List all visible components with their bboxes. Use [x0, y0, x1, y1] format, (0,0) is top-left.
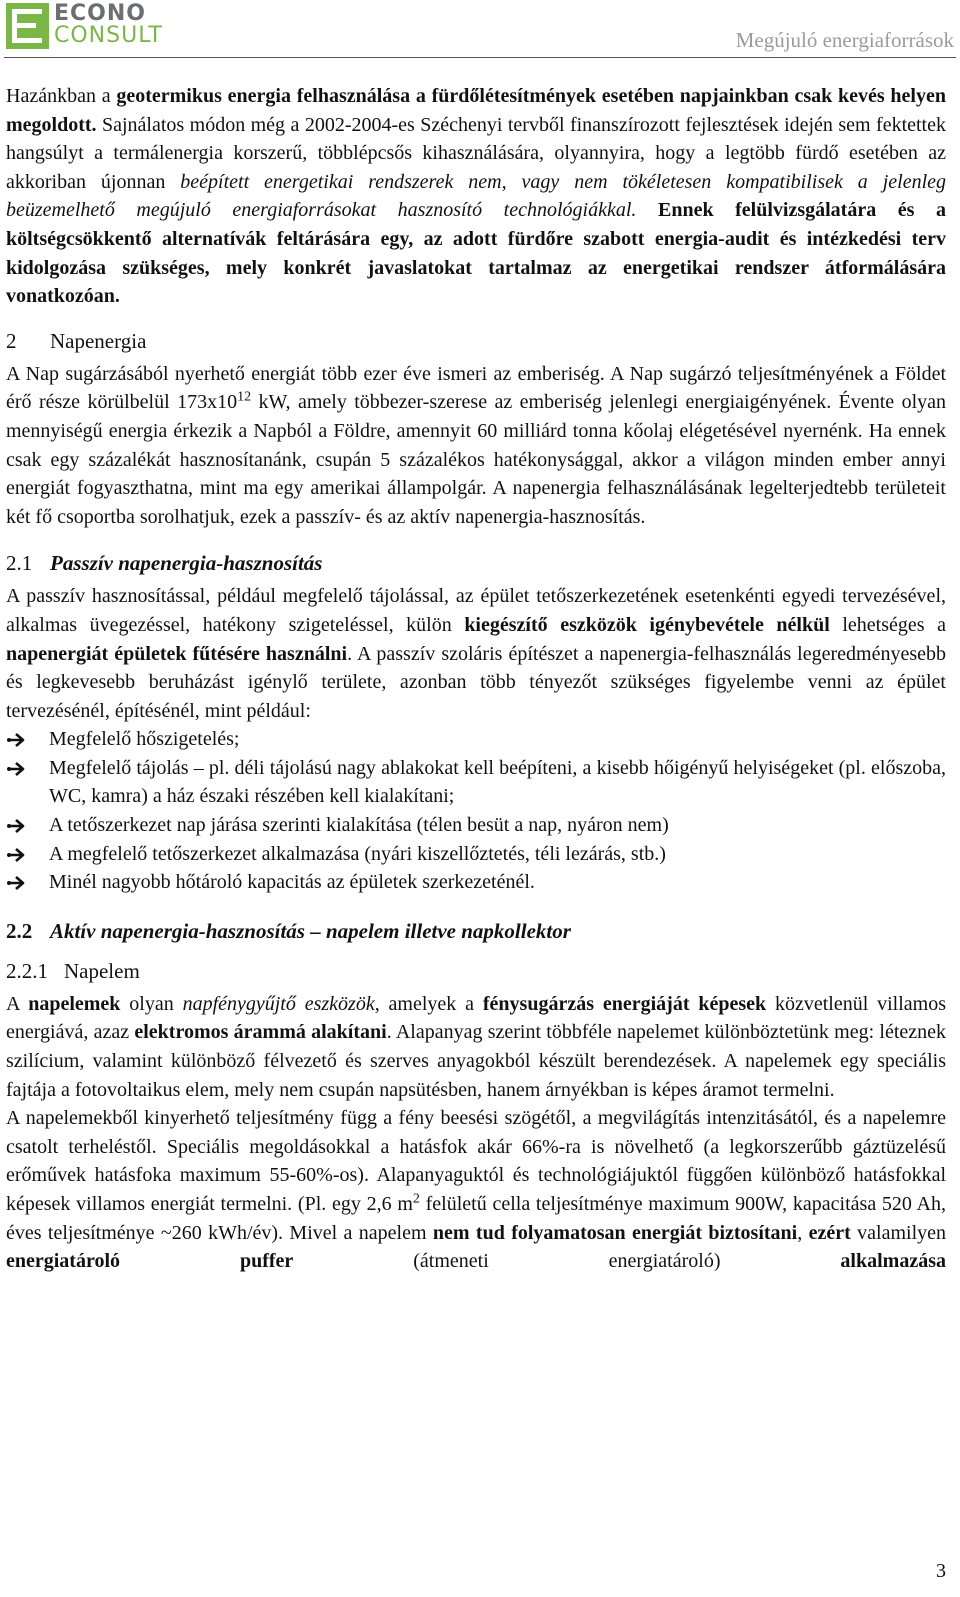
p1-text-g: közvetlenül villamos energiává, azaz: [6, 992, 947, 1044]
napelem-paragraph-1: [6, 990, 946, 1104]
econo-consult-logo-icon: [6, 3, 49, 49]
s21-bold-d: napenergiát épületek fűtésére használni: [6, 642, 348, 665]
p1-bold-f: fénysugárzás energiáját képesek: [482, 992, 767, 1015]
p2-bold-g: energiatároló puffer: [6, 1250, 294, 1273]
p2-exponent: 2: [412, 1191, 420, 1207]
arrow-right-icon: [6, 874, 28, 892]
p1-italic-d: napfénygyűjtő eszközök: [182, 992, 375, 1015]
list-item-text: Megfelelő hőszigetelés;: [49, 728, 240, 751]
napelem-paragraph-2: [6, 1104, 946, 1276]
p1-bold-b: napelemek: [28, 992, 121, 1015]
section-2-title: Napenergia: [50, 328, 147, 353]
s21-text-a: A passzív hasznosítással, például megfelelő tájolással, az épület tetőszerkezetének esetenkénti egyedi tervezésével, alkalmas üvegezéssel, hatékony szigeteléssel, külön: [6, 585, 946, 636]
list-item: [6, 840, 946, 869]
p2-text-h: (átmeneti energiatároló): [293, 1250, 841, 1273]
section-2-paragraph: [6, 360, 946, 532]
p2-bold-c: nem tud folyamatosan energiát biztosítani: [432, 1221, 798, 1244]
passive-factors-list: [6, 725, 946, 897]
section-2-number: 2: [6, 328, 17, 353]
section-2-1-number: 2.1: [6, 551, 33, 576]
intro-italic-1: beépített energetikai rendszerek nem, vagy nem tökéletesen kompatibilisek a jelenleg beüzemelhető megújuló energiaforrásokat hasznosító technológiákkal.: [6, 170, 947, 222]
s21-text-e: . A passzív szoláris építészet a napenergia-felhasználás legeredményesebb és legkevesebb beruházást igénylő területe, azonban több tényezőt szükséges figyelembe venni az épület tervezésénél, építésénél, mint például:: [6, 642, 946, 722]
list-item-text: A megfelelő tetőszerkezet alkalmazása (nyári kiszellőztetés, téli lezárás, stb.): [49, 842, 666, 865]
arrow-right-icon: [6, 846, 28, 864]
logo-text: [54, 3, 163, 47]
list-item: [6, 811, 946, 840]
section-2-text-b: kW, amely többezer-szerese az emberiség jelenlegi energiaigényének. Évente olyan mennyiségű energia érkezik a Napból a Földre, amennyit 60 milliárd tonna kőolaj elégetésével nyernénk. Ha ennek csak egy százalékát hasznosítanánk, csupán 5 százalékos hatékonysággal, akkor a világon minden ember annyi energiát fogyaszthatna, mint ma egy amerikai állampolgár. A napenergia felhasználásának legelterjedtebb területeit két fő csoportba sorolhatjuk, ezek a passzív- és az aktív napenergia-hasznosítás.: [6, 391, 946, 528]
section-2-text-a: A Nap sugárzásából nyerhető energiát több ezer éve ismeri az emberiség. A Nap sugárzó teljesítményének a Földet érő része körülbelül 173x10: [6, 362, 946, 414]
section-2-2-number: 2.2: [6, 918, 33, 943]
logo-line-consult: CONSULT: [54, 23, 163, 48]
document-body: [6, 82, 946, 1276]
s21-text-c: lehetséges a: [829, 613, 946, 636]
p2-bold-i: alkalmazása: [840, 1250, 946, 1273]
arrow-right-icon: [6, 760, 28, 778]
section-2-2-1-number: 2.2.1: [6, 958, 48, 983]
header-title: Megújuló energiaforrások: [735, 28, 954, 52]
section-2-2-heading: [6, 917, 946, 945]
p1-text-e: , amelyek a: [374, 992, 483, 1015]
company-logo: [6, 3, 186, 49]
p1-bold-h: elektromos árammá alakítani: [134, 1021, 387, 1044]
section-2-1-heading: [6, 549, 946, 577]
intro-paragraph: [6, 82, 946, 311]
intro-bold-2: Ennek felülvizsgálatára és a költségcsökkentő alternatívák feltárására egy, az adott fürdőre szabott energia-audit és intézkedési terv kidolgozása szükséges, mely konkrét javaslatokat tartalmaz az energetikai rendszer átformálására vonatkozóan.: [6, 199, 946, 308]
list-item: [6, 868, 946, 897]
list-item: [6, 754, 946, 811]
p2-text-f: valamilyen: [850, 1221, 947, 1244]
intro-text-2: Sajnálatos módon még a 2002-2004-es Széchenyi tervből finanszírozott fejlesztések idején sem fektettek hangsúlyt a termálenergia korszerű, többlépcsős kihasználására, olyannyira, hogy a legtöbb fürdő esetében az akkoriban újonnan: [6, 113, 946, 193]
p2-text-b: felületű cella teljesítménye maximum 900W, kapacitása 520 Ah, éves teljesítménye ~260 kWh/év). Mivel a napelem: [6, 1193, 946, 1244]
section-2-1-title: Passzív napenergia-hasznosítás: [50, 551, 323, 576]
section-2-1-paragraph: [6, 582, 946, 725]
section-2-2-1-title: Napelem: [64, 958, 140, 983]
p2-text-a: A napelemekből kinyerhető teljesítmény függ a fény beesési szögétől, a megvilágítás intenzitásától, és a napelemre csatolt terheléstől. Speciális megoldásokkal a hatásfok akár 66%-ra is növelhető (a legkorszerűbb gáztüzelésű erőművek hatásfoka maximum 55-60%-os). Alapanyaguktól és technológiájuktól függően különböző hatásfokkal képesek villamos energiát termelni. (Pl. egy 2,6 m: [6, 1107, 946, 1215]
intro-text-1: Hazánkban a: [6, 85, 117, 107]
list-item: [6, 725, 946, 754]
arrow-right-icon: [6, 817, 28, 835]
section-2-heading: [6, 327, 946, 355]
section-2-2-title: Aktív napenergia-hasznosítás – napelem illetve napkollektor: [50, 918, 571, 943]
intro-bold-1: geotermikus energia felhasználása a fürdőlétesítmények esetében napjainkban csak kevés helyen megoldott.: [6, 85, 946, 136]
header-divider: [4, 57, 956, 58]
p2-text-d: ,: [797, 1221, 809, 1244]
list-item-text: A tetőszerkezet nap járása szerinti kialakítása (télen besüt a nap, nyáron nem): [49, 814, 669, 837]
list-item-text: Megfelelő tájolás – pl. déli tájolású nagy ablakokat kell beépíteni, a kisebb hőigényű helyiségeket (pl. előszoba, WC, kamra) a ház északi részében kell kialakítani;: [49, 756, 946, 808]
p2-bold-e: ezért: [808, 1221, 851, 1244]
p1-text-i: . Alapanyag szerint többféle napelemet különböztetünk meg: léteznek szilícium, valamint különböző félvezető és szerves anyagokból készült berendezések. A napelemek egy speciális fajtája a fotovoltaikus elem, mely nem csupán napsütésben, hanem árnyékban is képes áramot termelni.: [6, 1021, 947, 1101]
section-2-exponent: 12: [237, 389, 252, 405]
p1-text-c: olyan: [120, 992, 183, 1015]
page-header: [0, 0, 960, 60]
list-item-text: Minél nagyobb hőtároló kapacitás az épületek szerkezeténél.: [49, 871, 535, 894]
section-2-2-1-heading: [6, 957, 946, 985]
logo-line-econo: ECONO: [54, 1, 146, 26]
page-number: 3: [936, 1560, 946, 1582]
s21-bold-b: kiegészítő eszközök igénybevétele nélkül: [464, 613, 830, 636]
arrow-right-icon: [6, 731, 28, 749]
p1-text-a: A: [6, 992, 29, 1015]
